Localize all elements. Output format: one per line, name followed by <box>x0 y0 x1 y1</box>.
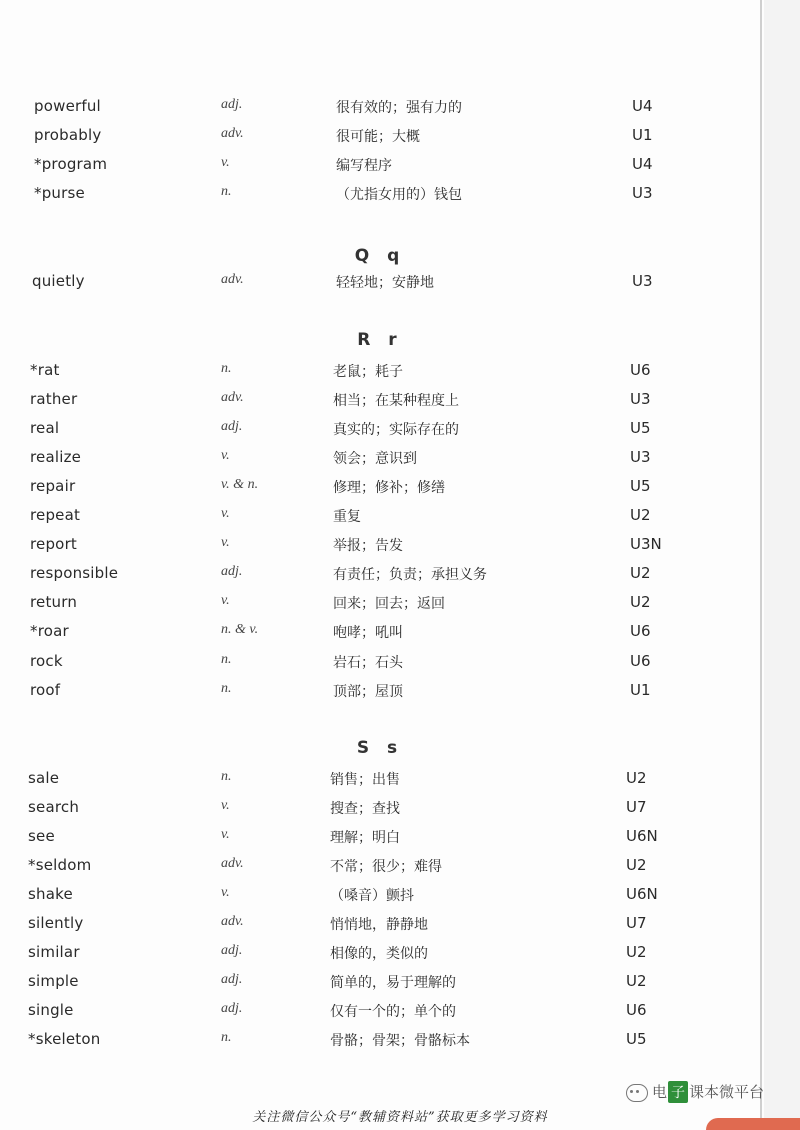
entry-definition: 很可能；大概 <box>336 129 420 146</box>
vocab-entry <box>0 856 760 882</box>
entry-definition: 骨骼；骨架；骨骼标本 <box>330 1033 470 1050</box>
entry-unit: U4 <box>632 97 653 115</box>
vocab-entry <box>0 593 760 619</box>
entry-part-of-speech: v. <box>221 827 230 843</box>
entry-definition: 岩石；石头 <box>333 654 403 671</box>
vocab-entry <box>0 390 760 416</box>
entry-unit: U6 <box>630 622 651 641</box>
entry-unit: U3 <box>630 390 651 409</box>
entry-part-of-speech: adv. <box>221 272 244 287</box>
entry-definition: 编写程序 <box>336 158 392 175</box>
section-letter: Q q <box>354 246 406 266</box>
vocab-entry <box>0 827 760 853</box>
entry-unit: U6 <box>626 1001 647 1020</box>
entry-part-of-speech: v. <box>221 506 230 522</box>
entry-word: single <box>28 1001 74 1020</box>
entry-definition: 搜查；查找 <box>330 801 400 818</box>
entry-part-of-speech: adj. <box>221 564 243 580</box>
entry-part-of-speech: adv. <box>221 914 244 930</box>
entry-definition: 领会；意识到 <box>333 451 417 468</box>
entry-word: return <box>30 593 78 612</box>
entry-definition: 理解；明白 <box>330 830 400 847</box>
entry-unit: U1 <box>632 126 653 145</box>
vocab-entry <box>0 126 760 152</box>
entry-word: *roar <box>30 622 69 641</box>
entry-definition: 相像的，类似的 <box>330 946 428 963</box>
watermark-pre: 电 <box>652 1083 668 1101</box>
footer-note: 关注微信公众号“教辅资料站”获取更多学习资料 <box>252 1110 548 1125</box>
entry-word: repair <box>30 477 76 496</box>
watermark <box>626 1081 764 1105</box>
entry-definition: 轻轻地；安静地 <box>336 275 434 291</box>
entry-word: see <box>28 827 55 846</box>
entry-word: simple <box>28 972 79 991</box>
entry-part-of-speech: v. <box>221 798 230 814</box>
entry-part-of-speech: adv. <box>221 856 244 872</box>
entry-word: rather <box>30 390 78 409</box>
page-edge <box>760 0 762 1130</box>
entry-word: responsible <box>30 564 119 583</box>
wechat-icon <box>626 1084 648 1102</box>
vocab-entry <box>0 769 760 795</box>
vocab-entry <box>0 943 760 969</box>
entry-word: shake <box>28 885 73 904</box>
entry-part-of-speech: n. <box>221 361 232 376</box>
entry-definition: 销售；出售 <box>330 772 400 788</box>
entry-unit: U5 <box>630 419 651 438</box>
entry-unit: U4 <box>632 155 653 174</box>
entry-word: report <box>30 535 78 554</box>
entry-unit: U2 <box>626 943 647 962</box>
vocab-entry <box>0 155 760 181</box>
entry-definition: 相当；在某种程度上 <box>333 393 459 410</box>
entry-unit: U2 <box>626 972 647 991</box>
entry-definition: 仅有一个的；单个的 <box>330 1004 456 1021</box>
entry-word: powerful <box>34 97 101 115</box>
entry-word: rock <box>30 651 63 670</box>
vocab-entry <box>0 622 760 648</box>
entry-word: *skeleton <box>28 1030 101 1049</box>
vocab-entry <box>0 448 760 474</box>
entry-part-of-speech: adj. <box>221 1001 243 1017</box>
entry-unit: U2 <box>626 856 647 875</box>
entry-definition: 悄悄地，静静地 <box>330 917 428 934</box>
entry-definition: 真实的；实际存在的 <box>333 422 459 439</box>
entry-definition: 回来；回去；返回 <box>333 596 445 613</box>
entry-unit: U2 <box>630 593 651 612</box>
entry-unit: U7 <box>626 914 647 933</box>
entry-word: realize <box>30 448 82 467</box>
vocab-entry <box>0 972 760 998</box>
entry-unit: U6N <box>626 885 658 904</box>
vocab-entry <box>0 506 760 532</box>
entry-part-of-speech: v. <box>221 885 230 901</box>
watermark-badge: 子 <box>668 1081 688 1103</box>
entry-part-of-speech: n. <box>221 680 232 696</box>
entry-unit: U6N <box>626 827 658 846</box>
entry-word: repeat <box>30 506 81 525</box>
entry-part-of-speech: v. <box>221 535 230 551</box>
entry-unit: U3 <box>632 272 653 290</box>
entry-word: real <box>30 419 60 438</box>
vocab-entry <box>0 914 760 940</box>
entry-part-of-speech: v. <box>221 593 230 609</box>
entry-part-of-speech: v. <box>221 155 230 171</box>
vocab-entry <box>0 535 760 561</box>
entry-definition: 简单的，易于理解的 <box>330 975 456 992</box>
entry-part-of-speech: n. <box>221 651 232 667</box>
entry-definition: （嗓音）颤抖 <box>330 888 414 905</box>
entry-word: *purse <box>34 184 85 203</box>
entry-unit: U6 <box>630 361 651 379</box>
entry-unit: U2 <box>630 564 651 583</box>
vocab-entry <box>0 272 760 298</box>
entry-part-of-speech: v. <box>221 448 230 464</box>
entry-unit: U5 <box>626 1030 647 1049</box>
entry-definition: 有责任；负责；承担义务 <box>333 567 487 584</box>
vocab-entry <box>0 97 760 123</box>
entry-word: sale <box>28 769 60 787</box>
entry-definition: 咆哮；吼叫 <box>333 625 403 642</box>
entry-part-of-speech: n. <box>221 184 232 200</box>
entry-word: *rat <box>30 361 60 379</box>
section-letter: S s <box>356 738 404 758</box>
entry-word: search <box>28 798 80 817</box>
entry-definition: 顶部；屋顶 <box>333 683 403 700</box>
vocab-entry <box>0 885 760 911</box>
entry-unit: U2 <box>626 769 647 787</box>
entry-part-of-speech: adv. <box>221 390 244 406</box>
vocab-entry <box>0 419 760 445</box>
vocab-entry <box>0 184 760 210</box>
entry-part-of-speech: n. <box>221 769 232 784</box>
entry-unit: U3N <box>630 535 662 554</box>
entry-word: *seldom <box>28 856 92 875</box>
entry-definition: 举报；告发 <box>333 538 403 555</box>
entry-part-of-speech: adv. <box>221 126 244 142</box>
vocab-entry <box>0 564 760 590</box>
entry-definition: 修理；修补；修缮 <box>333 480 445 497</box>
entry-part-of-speech: n. <box>221 1030 232 1046</box>
vocab-entry <box>0 361 760 387</box>
entry-word: silently <box>28 914 84 933</box>
entry-part-of-speech: adj. <box>221 943 243 959</box>
entry-unit: U1 <box>630 680 651 699</box>
entry-word: quietly <box>32 272 85 290</box>
entry-unit: U2 <box>630 506 651 525</box>
vocab-entry <box>0 1030 760 1056</box>
entry-part-of-speech: v. & n. <box>221 477 259 493</box>
entry-unit: U3 <box>632 184 653 203</box>
vocab-entry <box>0 477 760 503</box>
vocab-entry <box>0 652 760 678</box>
vocab-entry <box>0 681 760 707</box>
entry-word: *program <box>34 155 108 174</box>
entry-definition: 很有效的；强有力的 <box>336 100 462 116</box>
entry-word: probably <box>34 126 102 145</box>
entry-part-of-speech: adj. <box>221 419 243 435</box>
entry-unit: U3 <box>630 448 651 467</box>
entry-definition: 重复 <box>333 509 361 526</box>
entry-part-of-speech: n. & v. <box>221 622 259 638</box>
entry-part-of-speech: adj. <box>221 972 243 988</box>
section-letter: R r <box>357 330 403 350</box>
entry-definition: （尤指女用的）钱包 <box>336 187 462 204</box>
entry-unit: U5 <box>630 477 651 496</box>
entry-part-of-speech: adj. <box>221 97 243 112</box>
entry-word: roof <box>30 680 61 699</box>
entry-unit: U6 <box>630 651 651 670</box>
page-gutter <box>764 0 800 1130</box>
entry-word: similar <box>28 943 80 962</box>
entry-unit: U7 <box>626 798 647 817</box>
entry-definition: 不常；很少；难得 <box>330 859 442 876</box>
vocab-entry <box>0 798 760 824</box>
vocab-entry <box>0 1001 760 1027</box>
entry-definition: 老鼠；耗子 <box>333 364 403 380</box>
watermark-post: 课本微平台 <box>689 1083 765 1101</box>
